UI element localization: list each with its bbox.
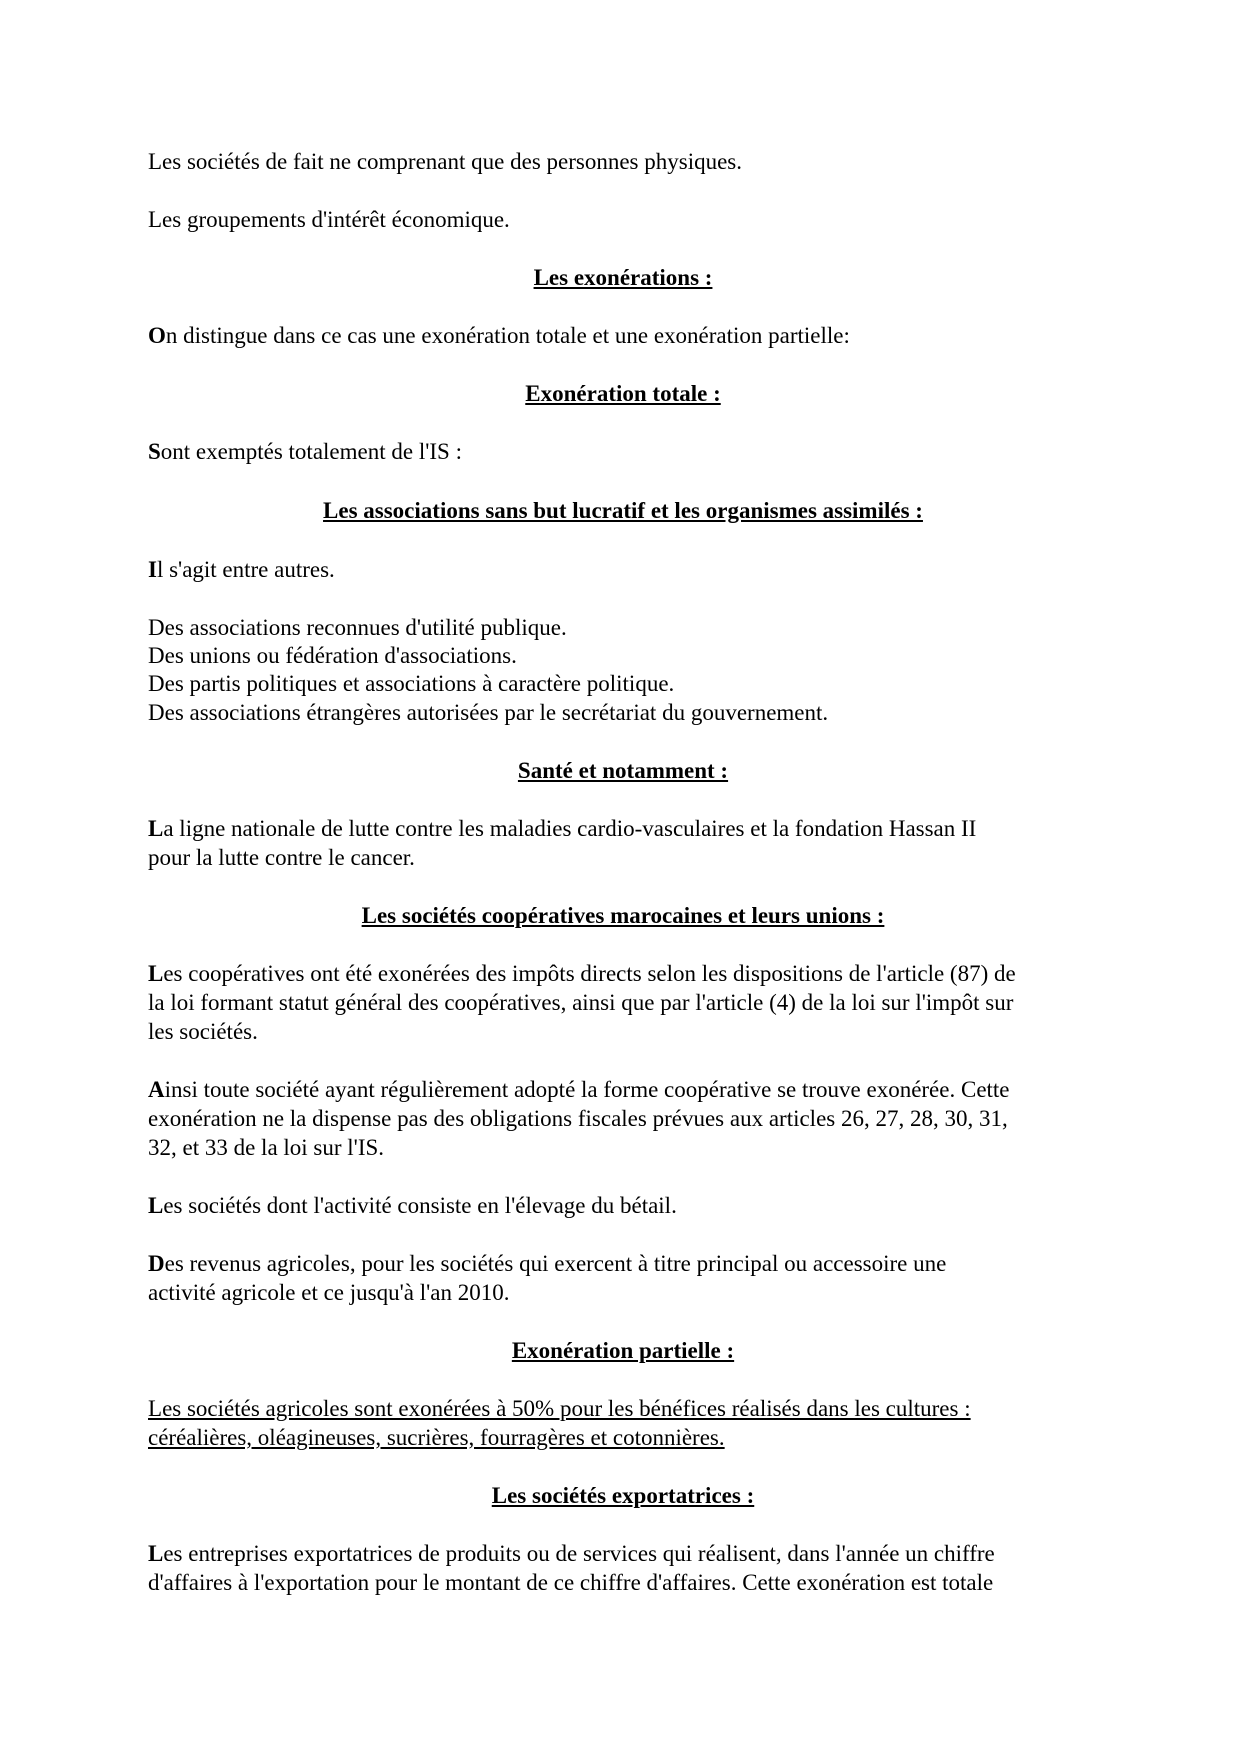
paragraph-elevage [148, 1191, 677, 1220]
list-item-unions: Des unions ou fédération d'associations. [148, 643, 517, 668]
paragraph-entreprises-exportatrices-line2: d'affaires à l'exportation pour le montant de ce chiffre d'affaires. Cette exonération est totale [148, 1570, 994, 1595]
paragraph-ligne-nationale [148, 814, 976, 843]
drop-letter: O [148, 323, 166, 348]
paragraph-ainsi-line3: 32, et 33 de la loi sur l'IS. [148, 1135, 385, 1160]
paragraph-cooperatives-line3: les sociétés. [148, 1019, 258, 1044]
paragraph-revenus-agricoles-line2: activité agricole et ce jusqu'à l'an 2010. [148, 1280, 510, 1305]
drop-letter: L [148, 816, 164, 841]
paragraph-ainsi-line2: exonération ne la dispense pas des obligations fiscales prévues aux articles 26, 27, 28, 30, 31, [148, 1106, 1008, 1131]
paragraph-groupements: Les groupements d'intérêt économique. [148, 207, 510, 232]
paragraph-text: ont exemptés totalement de l'IS : [160, 439, 462, 464]
paragraph-text: n distingue dans ce cas une exonération totale et une exonération partielle: [165, 323, 850, 348]
paragraph-text: insi toute société ayant régulièrement adopté la forme coopérative se trouve exonérée. Cette [164, 1077, 1010, 1102]
paragraph-text: a ligne nationale de lutte contre les maladies cardio-vasculaires et la fondation Hassan II [163, 816, 977, 841]
paragraph-sont-exemptes [148, 437, 462, 466]
paragraph-text: es entreprises exportatrices de produits ou de services qui réalisent, dans l'année un chiffre [163, 1541, 995, 1566]
paragraph-entreprises-exportatrices [148, 1539, 995, 1568]
paragraph-text: es coopératives ont été exonérées des impôts directs selon les dispositions de l'article (87) de [163, 961, 1016, 986]
paragraph-cooperatives [148, 959, 1016, 988]
heading-sante: Santé et notamment : [517, 758, 729, 783]
paragraph-societes-agricoles-line2: céréalières, oléagineuses, sucrières, fourragères et cotonnières. [148, 1425, 725, 1450]
list-item-associations-etrangeres: Des associations étrangères autorisées par le secrétariat du gouvernement. [148, 700, 829, 725]
paragraph-revenus-agricoles [148, 1249, 946, 1278]
drop-letter: S [148, 439, 161, 464]
paragraph-text: l s'agit entre autres. [156, 557, 335, 582]
paragraph-ligne-nationale-cont: pour la lutte contre le cancer. [148, 845, 415, 870]
paragraph-text: es revenus agricoles, pour les sociétés qui exercent à titre principal ou accessoire une [164, 1251, 947, 1276]
drop-letter: L [148, 1541, 164, 1566]
heading-associations: Les associations sans but lucratif et les organismes assimilés : [323, 498, 923, 523]
drop-letter: A [148, 1077, 165, 1102]
heading-exonerations: Les exonérations : [533, 265, 713, 290]
drop-letter: L [148, 961, 164, 986]
drop-letter: I [148, 557, 157, 582]
drop-letter: D [148, 1251, 165, 1276]
heading-exoneration-totale: Exonération totale : [525, 381, 721, 406]
paragraph-il-sagit [148, 555, 335, 584]
paragraph-societes-de-fait: Les sociétés de fait ne comprenant que des personnes physiques. [148, 149, 742, 174]
drop-letter: L [148, 1193, 164, 1218]
paragraph-societes-agricoles [148, 1394, 971, 1423]
paragraph-cooperatives-line2: la loi formant statut général des coopératives, ainsi que par l'article (4) de la loi sur l'impôt sur [148, 990, 1014, 1015]
heading-exoneration-partielle: Exonération partielle : [511, 1338, 735, 1363]
list-item-partis-politiques: Des partis politiques et associations à caractère politique. [148, 671, 675, 696]
drop-letter: L [148, 1396, 163, 1421]
paragraph-text: es sociétés agricoles sont exonérées à 50% pour les bénéfices réalisés dans les cultures : [162, 1396, 971, 1421]
paragraph-text: es sociétés dont l'activité consiste en l'élevage du bétail. [163, 1193, 677, 1218]
heading-cooperatives: Les sociétés coopératives marocaines et leurs unions : [361, 903, 885, 928]
heading-societes-exportatrices: Les sociétés exportatrices : [491, 1483, 755, 1508]
list-item-associations-utilite: Des associations reconnues d'utilité publique. [148, 615, 567, 640]
paragraph-ainsi [148, 1075, 1010, 1104]
paragraph-on-distingue [148, 321, 850, 350]
